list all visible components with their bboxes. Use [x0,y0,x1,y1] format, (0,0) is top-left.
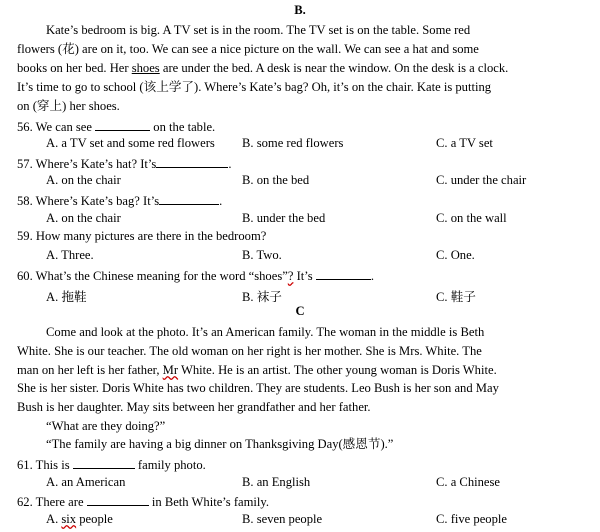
option-59-a[interactable]: A. Three. [46,248,94,262]
option-62-a[interactable]: A. six people [46,512,113,526]
option-59-c[interactable]: C. One. [436,248,475,262]
passage-b-line-1: Kate’s bedroom is big. A TV set is in the room. The TV set is on the table. Some red [46,23,471,37]
option-62-c[interactable]: C. five people [436,512,507,526]
passage-c-line-4: She is her sister. Doris White has two children. They are students. Leo Bush is her son and May [17,381,499,395]
answer-blank[interactable] [73,456,135,469]
option-58-b[interactable]: B. under the bed [242,211,326,225]
option-57-b[interactable]: B. on the bed [242,173,310,187]
passage-c-line-5: Bush is her daughter. May sits between her grandfather and her father. [17,400,371,414]
option-61-c[interactable]: C. a Chinese [436,475,501,489]
option-62-b[interactable]: B. seven people [242,512,323,526]
underlined-word-shoes: shoes [131,61,160,75]
answer-blank[interactable] [95,118,150,131]
answer-blank[interactable] [156,155,228,168]
option-59-b[interactable]: B. Two. [242,248,282,262]
passage-c-line-6: “What are they doing?” [46,419,166,433]
question-60: 60. What’s the Chinese meaning for the word “shoes”? It’s . [17,269,374,283]
answer-blank[interactable] [159,192,219,205]
option-60-b[interactable]: B. 袜子 [242,290,282,304]
section-c-heading: C [295,304,305,318]
question-62: 62. There are in Beth White’s family. [17,495,270,509]
option-56-a[interactable]: A. a TV set and some red flowers [46,136,215,150]
passage-b-line-3: books on her bed. Her shoes are under the bed. A desk is near the window. On the desk is a clock. [17,61,509,75]
spell-marked-mr: Mr [162,363,179,377]
passage-c-line-2: White. She is our teacher. The old woman on her right is her mother. She is Mrs. White. The [17,344,482,358]
option-57-c[interactable]: C. under the chair [436,173,527,187]
section-b-heading: B. [294,3,306,17]
question-61: 61. This is family photo. [17,458,206,472]
passage-c-line-3: man on her left is her father, Mr White. He is an artist. The other young woman is Doris White. [17,363,497,377]
option-60-a[interactable]: A. 拖鞋 [46,290,87,304]
passage-b-line-2: flowers (花) are on it, too. We can see a nice picture on the wall. We can see a hat and some [17,42,479,56]
option-60-c[interactable]: C. 鞋子 [436,290,476,304]
question-57: 57. Where’s Kate’s hat? It’s . [17,157,232,171]
question-58: 58. Where’s Kate’s bag? It’s . [17,194,223,208]
option-61-b[interactable]: B. an English [242,475,311,489]
option-61-a[interactable]: A. an American [46,475,126,489]
option-57-a[interactable]: A. on the chair [46,173,121,187]
passage-b-line-5: on (穿上) her shoes. [17,99,120,113]
answer-blank[interactable] [87,493,149,506]
question-56: 56. We can see on the table. [17,120,216,134]
option-58-a[interactable]: A. on the chair [46,211,121,225]
passage-c-line-7: “The family are having a big dinner on Thanksgiving Day(感恩节).” [46,437,394,451]
answer-blank[interactable] [316,267,371,280]
option-58-c[interactable]: C. on the wall [436,211,507,225]
option-56-b[interactable]: B. some red flowers [242,136,344,150]
question-59: 59. How many pictures are there in the bedroom? [17,229,267,243]
passage-c-line-1: Come and look at the photo. It’s an American family. The woman in the middle is Beth [46,325,485,339]
passage-b-line-4: It’s time to go to school (该上学了). Where’s Kate’s bag? Oh, it’s on the chair. Kate is putting [17,80,492,94]
option-56-c[interactable]: C. a TV set [436,136,493,150]
